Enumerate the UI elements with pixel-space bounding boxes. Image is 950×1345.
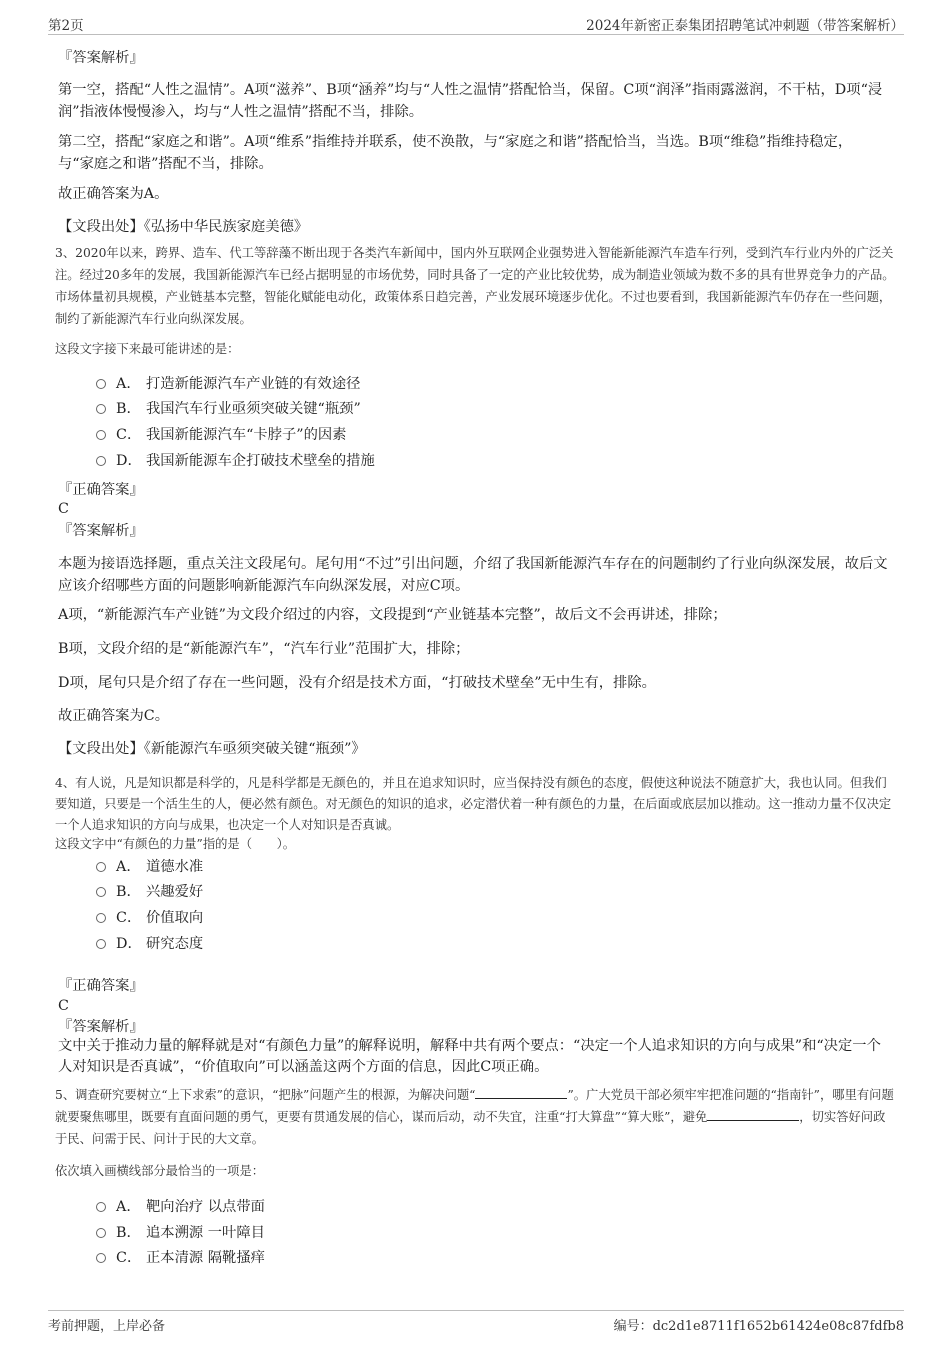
q5-question: 依次填入画横线部分最恰当的一项是： (55, 1164, 265, 1178)
q4-answer-label: 『正确答案』 (58, 978, 144, 994)
q3-analysis-para-4: D项，尾句只是介绍了存在一些问题，没有介绍是技术方面，“打破技术壁垒”无中生有，排除。 (58, 675, 656, 691)
radio-icon[interactable] (96, 1202, 106, 1212)
q3-analysis-para-1: 本题为接语选择题，重点关注文段尾句。尾句用“不过”引出问题，介绍了我国新能源汽车存在的问题制约了行业向纵深发展，故后文应该介绍哪些方面的问题影响新能源汽车向纵深发展，对应C项。 (58, 556, 888, 594)
q5-option-b[interactable]: B． 追本溯源 一叶障目 (96, 1222, 265, 1244)
q4-stem: 4、有人说，凡是知识都是科学的，凡是科学都是无颜色的，并且在追求知识时，应当保持没有颜色的态度，假使这种说法不随意扩大，我也认同。但我们要知道，只要是一个活生生的人，便必然有颜色。对无颜色的知识的追求，必定潜伏着一种有颜色的力量，在后面或底层加以推动。这一推动力量不仅决定一个人追求知识的方向与成果，也决定一个人对知识是否真诚。 (55, 776, 892, 832)
page-footer (48, 1310, 904, 1333)
footer-slogan: 考前押题，上岸必备 (48, 1319, 166, 1334)
page-header (48, 14, 904, 35)
fill-blank-2[interactable] (707, 1108, 799, 1121)
q3-analysis-label: 『答案解析』 (58, 523, 144, 539)
radio-icon[interactable] (96, 456, 106, 466)
radio-icon[interactable] (96, 913, 106, 923)
radio-icon[interactable] (96, 887, 106, 897)
document-title: 2024年新密正泰集团招聘笔试冲刺题（带答案解析） (586, 18, 904, 34)
radio-icon[interactable] (96, 379, 106, 389)
fill-blank-1[interactable] (475, 1086, 567, 1099)
q4-option-b[interactable]: B． 兴趣爱好 (96, 881, 203, 903)
q4-analysis-label: 『答案解析』 (58, 1019, 144, 1035)
q3-question: 这段文字接下来最可能讲述的是： (55, 342, 240, 356)
q5-option-a[interactable]: A． 靶向治疗 以点带面 (96, 1196, 265, 1218)
radio-icon[interactable] (96, 1253, 106, 1263)
document-id: 编号：dc2d1e8711f1652b61424e08c87fdfb8 (613, 1319, 904, 1334)
radio-icon[interactable] (96, 1228, 106, 1238)
q4-option-a[interactable]: A． 道德水准 (96, 856, 203, 878)
radio-icon[interactable] (96, 404, 106, 414)
radio-icon[interactable] (96, 430, 106, 440)
page-number: 第2页 (48, 18, 84, 34)
q4-analysis: 文中关于推动力量的解释就是对“有颜色力量”的解释说明，解释中共有两个要点：“决定一个人追求知识的方向与成果”和“决定一个人对知识是否真诚”，“价值取向”可以涵盖这两个方面的信息，因此C项正确。 (58, 1038, 881, 1075)
q2-analysis-label: 『答案解析』 (58, 50, 144, 66)
q2-conclusion: 故正确答案为A。 (58, 186, 169, 202)
q5-option-c[interactable]: C． 正本清源 隔靴搔痒 (96, 1247, 265, 1269)
q5-stem: 5、调查研究要树立“上下求索”的意识，“把脉”问题产生的根源，为解决问题“ ”。广大党员干部必须牢牢把准问题的“指南针”，哪里有问题就要聚焦哪里，既要有直面问题的勇气，更要有贯通发展的信心，谋而后动，动不失宜，注重“打大算盘”“算大账”，避免 ，切实答好问政于民、问需于民、问计于民的大文章。 (55, 1088, 894, 1146)
q3-analysis-para-3: B项，文段介绍的是“新能源汽车”，“汽车行业”范围扩大，排除； (58, 641, 470, 657)
q4-answer: C (58, 998, 69, 1014)
q2-source: 【文段出处】《弘扬中华民族家庭美德》 (58, 219, 309, 235)
q2-analysis-para-2: 第二空，搭配“家庭之和谐”。A项“维系”指维持并联系，使不涣散，与“家庭之和谐”搭配恰当，当选。B项“维稳”指维持稳定，与“家庭之和谐”搭配不当，排除。 (58, 134, 853, 172)
q4-question: 这段文字中“有颜色的力量”指的是（ ）。 (55, 837, 296, 851)
q3-source: 【文段出处】《新能源汽车亟须突破关键“瓶颈”》 (58, 741, 366, 757)
q3-conclusion: 故正确答案为C。 (58, 708, 170, 724)
q4-option-c[interactable]: C． 价值取向 (96, 907, 203, 929)
q3-option-d[interactable]: D． 我国新能源车企打破技术壁垒的措施 (96, 450, 375, 472)
q4-option-d[interactable]: D． 研究态度 (96, 933, 203, 955)
q2-analysis-para-1: 第一空，搭配“人性之温情”。A项“滋养”、B项“涵养”均与“人性之温情”搭配恰当，保留。C项“润泽”指雨露滋润，不干枯，D项“浸润”指液体慢慢渗入，均与“人性之温情”搭配不当，排除。 (58, 82, 883, 120)
q3-option-c[interactable]: C． 我国新能源汽车“卡脖子”的因素 (96, 424, 346, 446)
q3-stem: 3、2020年以来，跨界、造车、代工等辞藻不断出现于各类汽车新闻中，国内外互联网企业强势进入智能新能源汽车造车行列，受到汽车行业内外的广泛关注。经过20多年的发展，我国新能源汽车已经占据明显的市场优势，同时具备了一定的产业比较优势，成为制造业领域为数不多的具有世界竞争力的产品。市场体量初具规模，产业链基本完整，智能化赋能电动化，政策体系日趋完善，产业发展环境逐步优化。不过也要看到，我国新能源汽车仍存在一些问题，制约了新能源汽车行业向纵深发展。 (55, 246, 895, 326)
radio-icon[interactable] (96, 862, 106, 872)
q3-option-b[interactable]: B． 我国汽车行业亟须突破关键“瓶颈” (96, 398, 361, 420)
radio-icon[interactable] (96, 939, 106, 949)
q3-option-a[interactable]: A． 打造新能源汽车产业链的有效途径 (96, 373, 360, 395)
q3-answer: C (58, 501, 69, 517)
q3-analysis-para-2: A项，“新能源汽车产业链”为文段介绍过的内容，文段提到“产业链基本完整”，故后文不会再讲述，排除； (58, 607, 727, 623)
q3-answer-label: 『正确答案』 (58, 482, 144, 498)
